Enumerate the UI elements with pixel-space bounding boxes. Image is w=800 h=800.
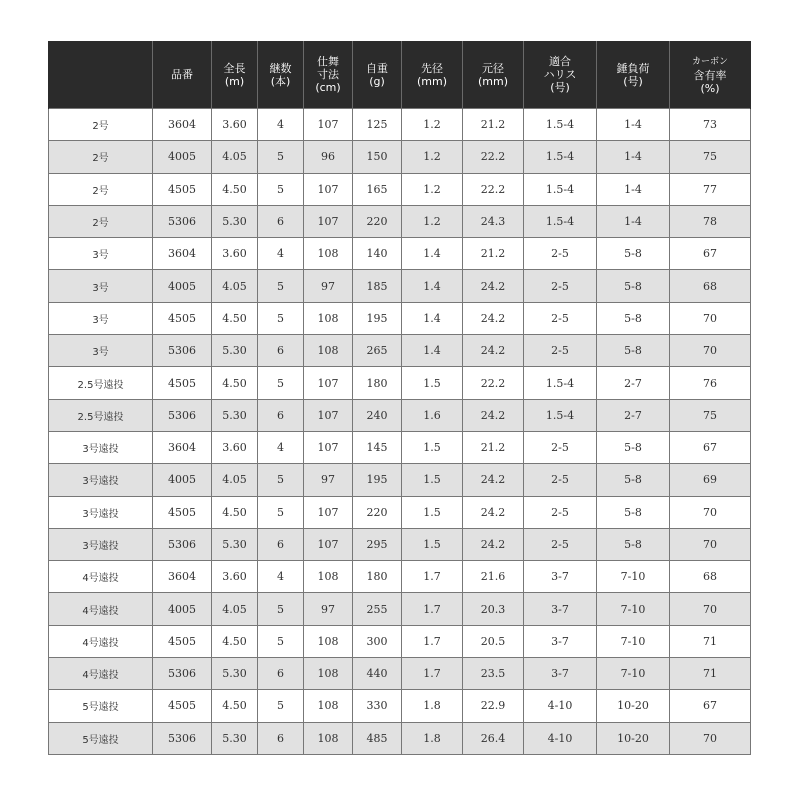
cell-model: 3号 [49,335,153,367]
table-row [49,528,751,560]
cell-carbon-content: 70 [670,335,751,367]
cell-sinker-load: 10-20 [597,690,670,722]
cell-leader-line: 2-5 [524,496,597,528]
table-row [49,496,751,528]
table-row [49,141,751,173]
cell-butt-diameter: 24.2 [463,335,524,367]
cell-item-number: 4505 [153,367,212,399]
cell-carbon-content: 70 [670,496,751,528]
cell-total-length: 5.30 [212,335,258,367]
cell-item-number: 4005 [153,141,212,173]
cell-sections: 6 [258,722,304,754]
cell-leader-line: 1.5-4 [524,109,597,141]
cell-sections: 6 [258,528,304,560]
cell-leader-line: 2-5 [524,335,597,367]
cell-item-number: 4505 [153,496,212,528]
cell-total-length: 4.50 [212,625,258,657]
cell-total-length: 3.60 [212,109,258,141]
cell-model: 2.5号遠投 [49,399,153,431]
cell-closed-length: 107 [304,431,353,463]
cell-sections: 5 [258,690,304,722]
cell-model: 3号 [49,270,153,302]
cell-leader-line: 3-7 [524,561,597,593]
cell-tip-diameter: 1.4 [402,270,463,302]
cell-butt-diameter: 22.2 [463,173,524,205]
cell-tip-diameter: 1.2 [402,173,463,205]
cell-closed-length: 107 [304,399,353,431]
cell-sections: 4 [258,431,304,463]
cell-item-number: 5306 [153,399,212,431]
cell-weight: 265 [353,335,402,367]
cell-sinker-load: 7-10 [597,625,670,657]
cell-butt-diameter: 20.5 [463,625,524,657]
cell-closed-length: 108 [304,335,353,367]
cell-item-number: 4005 [153,593,212,625]
cell-item-number: 5306 [153,205,212,237]
header-row [49,41,751,109]
cell-sections: 6 [258,399,304,431]
cell-total-length: 5.30 [212,722,258,754]
table-row [49,367,751,399]
cell-sinker-load: 5-8 [597,431,670,463]
cell-carbon-content: 70 [670,302,751,334]
cell-weight: 440 [353,658,402,690]
cell-butt-diameter: 24.3 [463,205,524,237]
cell-carbon-content: 70 [670,593,751,625]
cell-sections: 4 [258,109,304,141]
cell-closed-length: 108 [304,625,353,657]
cell-total-length: 5.30 [212,528,258,560]
cell-weight: 195 [353,302,402,334]
table-row [49,399,751,431]
cell-total-length: 4.05 [212,141,258,173]
table-row [49,109,751,141]
cell-leader-line: 2-5 [524,528,597,560]
cell-total-length: 4.50 [212,690,258,722]
cell-closed-length: 107 [304,367,353,399]
cell-leader-line: 1.5-4 [524,173,597,205]
cell-total-length: 4.05 [212,270,258,302]
cell-sections: 5 [258,625,304,657]
table-row [49,658,751,690]
cell-butt-diameter: 24.2 [463,270,524,302]
cell-total-length: 4.05 [212,593,258,625]
cell-tip-diameter: 1.7 [402,658,463,690]
cell-sinker-load: 7-10 [597,658,670,690]
cell-tip-diameter: 1.8 [402,690,463,722]
cell-model: 4号遠投 [49,593,153,625]
cell-closed-length: 97 [304,593,353,625]
cell-carbon-content: 67 [670,238,751,270]
cell-sinker-load: 7-10 [597,593,670,625]
cell-sinker-load: 5-8 [597,335,670,367]
cell-leader-line: 2-5 [524,431,597,463]
cell-sections: 6 [258,658,304,690]
cell-item-number: 4505 [153,625,212,657]
cell-model: 3号遠投 [49,528,153,560]
cell-item-number: 4505 [153,173,212,205]
cell-butt-diameter: 23.5 [463,658,524,690]
cell-total-length: 5.30 [212,399,258,431]
cell-item-number: 3604 [153,561,212,593]
cell-carbon-content: 76 [670,367,751,399]
cell-weight: 485 [353,722,402,754]
cell-closed-length: 108 [304,690,353,722]
cell-model: 4号遠投 [49,658,153,690]
cell-sections: 5 [258,302,304,334]
cell-weight: 180 [353,561,402,593]
header-sinker-load: 錘負荷 (号) [597,41,670,109]
cell-item-number: 3604 [153,431,212,463]
cell-closed-length: 107 [304,496,353,528]
cell-butt-diameter: 24.2 [463,302,524,334]
cell-sinker-load: 2-7 [597,367,670,399]
header-carbon-content: カーボン 含有率 (%) [670,41,751,109]
cell-item-number: 3604 [153,109,212,141]
cell-tip-diameter: 1.2 [402,141,463,173]
cell-total-length: 4.50 [212,367,258,399]
cell-leader-line: 4-10 [524,690,597,722]
header-item-number: 品番 [153,41,212,109]
table-row [49,593,751,625]
table-row [49,205,751,237]
cell-model: 2号 [49,173,153,205]
header-sections: 継数 (本) [258,41,304,109]
cell-carbon-content: 75 [670,141,751,173]
cell-butt-diameter: 24.2 [463,464,524,496]
cell-butt-diameter: 21.2 [463,238,524,270]
cell-total-length: 4.50 [212,496,258,528]
cell-sections: 5 [258,270,304,302]
cell-weight: 125 [353,109,402,141]
table-row [49,238,751,270]
cell-tip-diameter: 1.5 [402,496,463,528]
cell-model: 5号遠投 [49,690,153,722]
cell-closed-length: 107 [304,173,353,205]
cell-carbon-content: 67 [670,431,751,463]
cell-item-number: 5306 [153,658,212,690]
cell-sections: 5 [258,496,304,528]
cell-closed-length: 108 [304,658,353,690]
cell-weight: 185 [353,270,402,302]
cell-carbon-content: 67 [670,690,751,722]
cell-model: 3号遠投 [49,431,153,463]
cell-tip-diameter: 1.4 [402,302,463,334]
cell-sinker-load: 5-8 [597,496,670,528]
cell-sinker-load: 5-8 [597,270,670,302]
cell-weight: 165 [353,173,402,205]
cell-carbon-content: 70 [670,528,751,560]
header-leader-line: 適合 ハリス (号) [524,41,597,109]
spec-table-body [49,109,751,755]
cell-model: 4号遠投 [49,561,153,593]
cell-carbon-content: 71 [670,625,751,657]
cell-sinker-load: 2-7 [597,399,670,431]
cell-sinker-load: 10-20 [597,722,670,754]
cell-weight: 220 [353,496,402,528]
cell-total-length: 4.05 [212,464,258,496]
cell-weight: 145 [353,431,402,463]
cell-carbon-content: 68 [670,561,751,593]
table-row [49,270,751,302]
cell-carbon-content: 77 [670,173,751,205]
cell-model: 2号 [49,141,153,173]
spec-table [48,41,751,755]
cell-butt-diameter: 21.2 [463,431,524,463]
cell-total-length: 3.60 [212,431,258,463]
cell-sections: 5 [258,173,304,205]
cell-sections: 6 [258,205,304,237]
cell-closed-length: 107 [304,109,353,141]
cell-total-length: 5.30 [212,658,258,690]
cell-tip-diameter: 1.2 [402,205,463,237]
cell-leader-line: 2-5 [524,270,597,302]
table-row [49,625,751,657]
cell-tip-diameter: 1.2 [402,109,463,141]
cell-item-number: 4505 [153,302,212,334]
cell-carbon-content: 75 [670,399,751,431]
header-total-length: 全長 (m) [212,41,258,109]
cell-model: 3号 [49,302,153,334]
cell-closed-length: 108 [304,238,353,270]
cell-closed-length: 96 [304,141,353,173]
header-closed-length: 仕舞 寸法 (cm) [304,41,353,109]
cell-sinker-load: 1-4 [597,141,670,173]
cell-model: 3号 [49,238,153,270]
cell-closed-length: 107 [304,205,353,237]
cell-butt-diameter: 24.2 [463,496,524,528]
cell-sinker-load: 5-8 [597,238,670,270]
cell-tip-diameter: 1.7 [402,625,463,657]
cell-model: 3号遠投 [49,496,153,528]
table-row [49,464,751,496]
cell-model: 3号遠投 [49,464,153,496]
cell-total-length: 5.30 [212,205,258,237]
cell-butt-diameter: 26.4 [463,722,524,754]
header-tip-diameter: 先径 (mm) [402,41,463,109]
cell-sections: 5 [258,593,304,625]
cell-weight: 220 [353,205,402,237]
cell-tip-diameter: 1.6 [402,399,463,431]
cell-model: 4号遠投 [49,625,153,657]
cell-leader-line: 1.5-4 [524,205,597,237]
cell-butt-diameter: 22.2 [463,367,524,399]
cell-closed-length: 108 [304,722,353,754]
cell-closed-length: 97 [304,270,353,302]
cell-leader-line: 4-10 [524,722,597,754]
cell-sinker-load: 1-4 [597,109,670,141]
cell-weight: 295 [353,528,402,560]
table-row [49,173,751,205]
cell-model: 5号遠投 [49,722,153,754]
cell-leader-line: 1.5-4 [524,367,597,399]
cell-sinker-load: 1-4 [597,173,670,205]
cell-closed-length: 108 [304,302,353,334]
cell-sections: 6 [258,335,304,367]
cell-tip-diameter: 1.7 [402,561,463,593]
cell-sinker-load: 1-4 [597,205,670,237]
cell-total-length: 3.60 [212,238,258,270]
cell-item-number: 4505 [153,690,212,722]
cell-tip-diameter: 1.4 [402,238,463,270]
cell-weight: 140 [353,238,402,270]
cell-butt-diameter: 22.2 [463,141,524,173]
cell-leader-line: 3-7 [524,593,597,625]
header-weight: 自重 (g) [353,41,402,109]
cell-item-number: 5306 [153,335,212,367]
cell-model: 2.5号遠投 [49,367,153,399]
cell-leader-line: 2-5 [524,238,597,270]
cell-item-number: 5306 [153,722,212,754]
header-model [49,41,153,109]
cell-weight: 180 [353,367,402,399]
header-butt-diameter: 元径 (mm) [463,41,524,109]
cell-butt-diameter: 21.2 [463,109,524,141]
cell-butt-diameter: 21.6 [463,561,524,593]
cell-weight: 150 [353,141,402,173]
cell-closed-length: 108 [304,561,353,593]
cell-carbon-content: 68 [670,270,751,302]
cell-leader-line: 2-5 [524,464,597,496]
cell-weight: 195 [353,464,402,496]
table-row [49,722,751,754]
cell-butt-diameter: 22.9 [463,690,524,722]
cell-model: 2号 [49,205,153,237]
cell-sections: 5 [258,141,304,173]
cell-sinker-load: 5-8 [597,528,670,560]
cell-weight: 300 [353,625,402,657]
cell-butt-diameter: 24.2 [463,528,524,560]
cell-sections: 5 [258,464,304,496]
cell-item-number: 3604 [153,238,212,270]
cell-item-number: 4005 [153,464,212,496]
cell-leader-line: 3-7 [524,658,597,690]
cell-closed-length: 107 [304,528,353,560]
cell-carbon-content: 69 [670,464,751,496]
cell-carbon-content: 70 [670,722,751,754]
table-row [49,431,751,463]
cell-weight: 255 [353,593,402,625]
cell-weight: 330 [353,690,402,722]
cell-sinker-load: 5-8 [597,464,670,496]
table-row [49,561,751,593]
cell-model: 2号 [49,109,153,141]
cell-leader-line: 2-5 [524,302,597,334]
cell-butt-diameter: 20.3 [463,593,524,625]
cell-weight: 240 [353,399,402,431]
cell-sections: 5 [258,367,304,399]
cell-tip-diameter: 1.4 [402,335,463,367]
cell-sinker-load: 7-10 [597,561,670,593]
cell-item-number: 5306 [153,528,212,560]
table-row [49,335,751,367]
cell-total-length: 4.50 [212,302,258,334]
cell-carbon-content: 73 [670,109,751,141]
table-row [49,690,751,722]
cell-leader-line: 1.5-4 [524,399,597,431]
cell-tip-diameter: 1.5 [402,528,463,560]
cell-leader-line: 1.5-4 [524,141,597,173]
cell-sections: 4 [258,238,304,270]
cell-butt-diameter: 24.2 [463,399,524,431]
cell-tip-diameter: 1.5 [402,431,463,463]
cell-tip-diameter: 1.8 [402,722,463,754]
cell-tip-diameter: 1.5 [402,367,463,399]
cell-sinker-load: 5-8 [597,302,670,334]
cell-sections: 4 [258,561,304,593]
cell-carbon-content: 78 [670,205,751,237]
table-row [49,302,751,334]
cell-carbon-content: 71 [670,658,751,690]
cell-tip-diameter: 1.7 [402,593,463,625]
cell-leader-line: 3-7 [524,625,597,657]
cell-total-length: 3.60 [212,561,258,593]
cell-tip-diameter: 1.5 [402,464,463,496]
cell-item-number: 4005 [153,270,212,302]
cell-closed-length: 97 [304,464,353,496]
cell-total-length: 4.50 [212,173,258,205]
